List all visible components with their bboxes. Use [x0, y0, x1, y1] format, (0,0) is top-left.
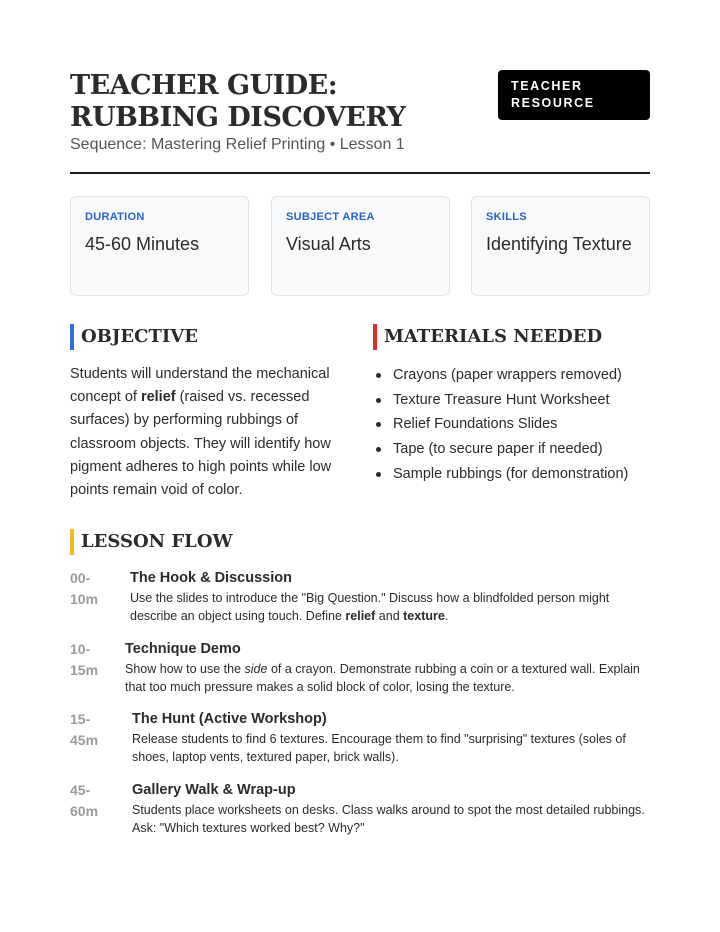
- list-item: Sample rubbings (for demonstration): [373, 462, 653, 487]
- badge-line-1: TEACHER: [511, 79, 583, 93]
- duration-card: [70, 196, 249, 296]
- objective-heading: OBJECTIVE: [70, 324, 198, 350]
- step-title: The Hook & Discussion: [130, 570, 292, 586]
- subject-area-card: [271, 196, 450, 296]
- step-title: Technique Demo: [125, 641, 241, 657]
- header-divider: [70, 172, 650, 174]
- card-label: DURATION: [85, 211, 145, 223]
- objective-text: Students will understand the mechanical concept of relief (raised vs. recessed surfaces) by performing rubbings of classroom objects. They will identify how pigment adheres to high points while low points remain void of color.: [70, 366, 332, 499]
- teacher-resource-badge: [498, 70, 650, 120]
- step-description: Release students to find 6 textures. Encourage them to find "surprising" textures (soles of shoes, laptop vents, textured paper, brick walls).: [132, 732, 626, 764]
- step-description: Show how to use the side of a crayon. Demonstrate rubbing a coin or a textured wall. Explain that too much pressure makes a solid block of color, losing the texture.: [125, 662, 640, 694]
- badge-line-2: RESOURCE: [511, 96, 595, 110]
- list-item: Crayons (paper wrappers removed): [373, 363, 653, 388]
- skills-card: [471, 196, 650, 296]
- step-description: Use the slides to introduce the "Big Question." Discuss how a blindfolded person might describe an object using touch. Define relief and texture.: [130, 591, 610, 623]
- card-label: SUBJECT AREA: [286, 211, 375, 223]
- list-item: Tape (to secure paper if needed): [373, 437, 653, 462]
- list-item: Texture Treasure Hunt Worksheet: [373, 388, 653, 413]
- step-time: 10- 15m: [70, 641, 99, 678]
- step-title: The Hunt (Active Workshop): [132, 711, 327, 727]
- step-title: Gallery Walk & Wrap-up: [132, 782, 296, 798]
- materials-list: [373, 363, 653, 487]
- step-body: [130, 568, 630, 625]
- step-time: 15- 45m: [70, 711, 99, 748]
- step-time: 45- 60m: [70, 782, 99, 819]
- step-time: 00- 10m: [70, 570, 99, 607]
- step-body: [132, 780, 650, 837]
- card-value: Identifying Texture: [486, 234, 632, 254]
- card-value: Visual Arts: [286, 234, 371, 254]
- teacher-guide-page: [70, 0, 650, 932]
- list-item: Relief Foundations Slides: [373, 412, 653, 437]
- step-description: Students place worksheets on desks. Class walks around to spot the most detailed rubbings. Ask: "Which textures worked best? Why?": [132, 803, 645, 835]
- step-body: [132, 709, 640, 766]
- materials-heading: MATERIALS NEEDED: [373, 324, 602, 350]
- card-label: SKILLS: [486, 211, 527, 223]
- page-subtitle: Sequence: Mastering Relief Printing • Lesson 1: [70, 136, 405, 153]
- page-title: TEACHER GUIDE: RUBBING DISCOVERY: [70, 70, 406, 133]
- card-value: 45-60 Minutes: [85, 234, 200, 254]
- step-body: [125, 639, 650, 696]
- lesson-flow-heading: LESSON FLOW: [70, 529, 233, 555]
